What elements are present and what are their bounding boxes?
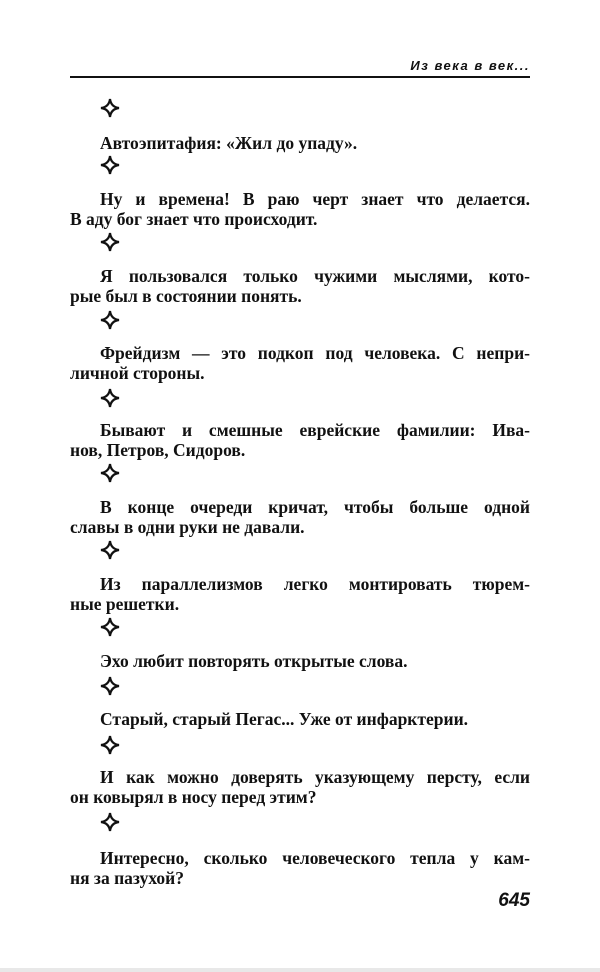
text-line: рые был в состоянии понять. [70, 286, 302, 306]
text-line: Старый, старый Пегас... Уже от инфарктерии. [100, 709, 469, 729]
separator-star-icon [100, 617, 120, 637]
text-line: Эхо любит повторять открытые слова. [100, 651, 408, 671]
aphorism-paragraph [70, 497, 530, 537]
text-line: он ковырял в носу перед этим? [70, 787, 317, 807]
aphorism-paragraph [70, 133, 530, 153]
separator-star-icon [100, 676, 120, 696]
text-line: Я пользовался только чужими мыслями, кото- [100, 266, 530, 286]
aphorism-paragraph [70, 420, 530, 460]
header-rule [70, 76, 530, 78]
aphorism-paragraph [70, 848, 530, 888]
aphorism-paragraph [70, 574, 530, 614]
aphorism-paragraph [70, 651, 530, 671]
text-line: славы в одни руки не давали. [70, 517, 305, 537]
aphorism-paragraph [70, 343, 530, 383]
text-line: В аду бог знает что происходит. [70, 209, 318, 229]
separator-star-icon [100, 98, 120, 118]
separator-star-icon [100, 232, 120, 252]
separator-star-icon [100, 812, 120, 832]
separator-star-icon [100, 310, 120, 330]
text-line: нов, Петров, Сидоров. [70, 440, 246, 460]
text-line: ня за пазухой? [70, 868, 184, 888]
text-line: И как можно доверять указующему персту, если [100, 767, 530, 787]
text-line: В конце очереди кричат, чтобы больше одной [100, 497, 530, 517]
running-header: Из века в век... [410, 58, 530, 73]
separator-star-icon [100, 155, 120, 175]
page-number: 645 [498, 890, 530, 911]
aphorism-paragraph [70, 767, 530, 807]
separator-star-icon [100, 463, 120, 483]
text-line: Интересно, сколько человеческого тепла у кам- [100, 848, 530, 868]
text-line: Бывают и смешные еврейские фамилии: Ива- [100, 420, 530, 440]
separator-star-icon [100, 540, 120, 560]
aphorism-paragraph [70, 266, 530, 306]
text-line: Фрейдизм — это подкоп под человека. С непри- [100, 343, 530, 363]
text-line: личной стороны. [70, 363, 205, 383]
aphorism-paragraph [70, 189, 530, 229]
separator-star-icon [100, 388, 120, 408]
text-line: ные решетки. [70, 594, 180, 614]
page-bottom-edge [0, 968, 600, 972]
aphorism-paragraph [70, 709, 530, 729]
text-line: Ну и времена! В раю черт знает что делается. [100, 189, 530, 209]
text-line: Из параллелизмов легко монтировать тюрем- [100, 574, 530, 594]
separator-star-icon [100, 735, 120, 755]
text-line: Автоэпитафия: «Жил до упаду». [100, 133, 358, 153]
